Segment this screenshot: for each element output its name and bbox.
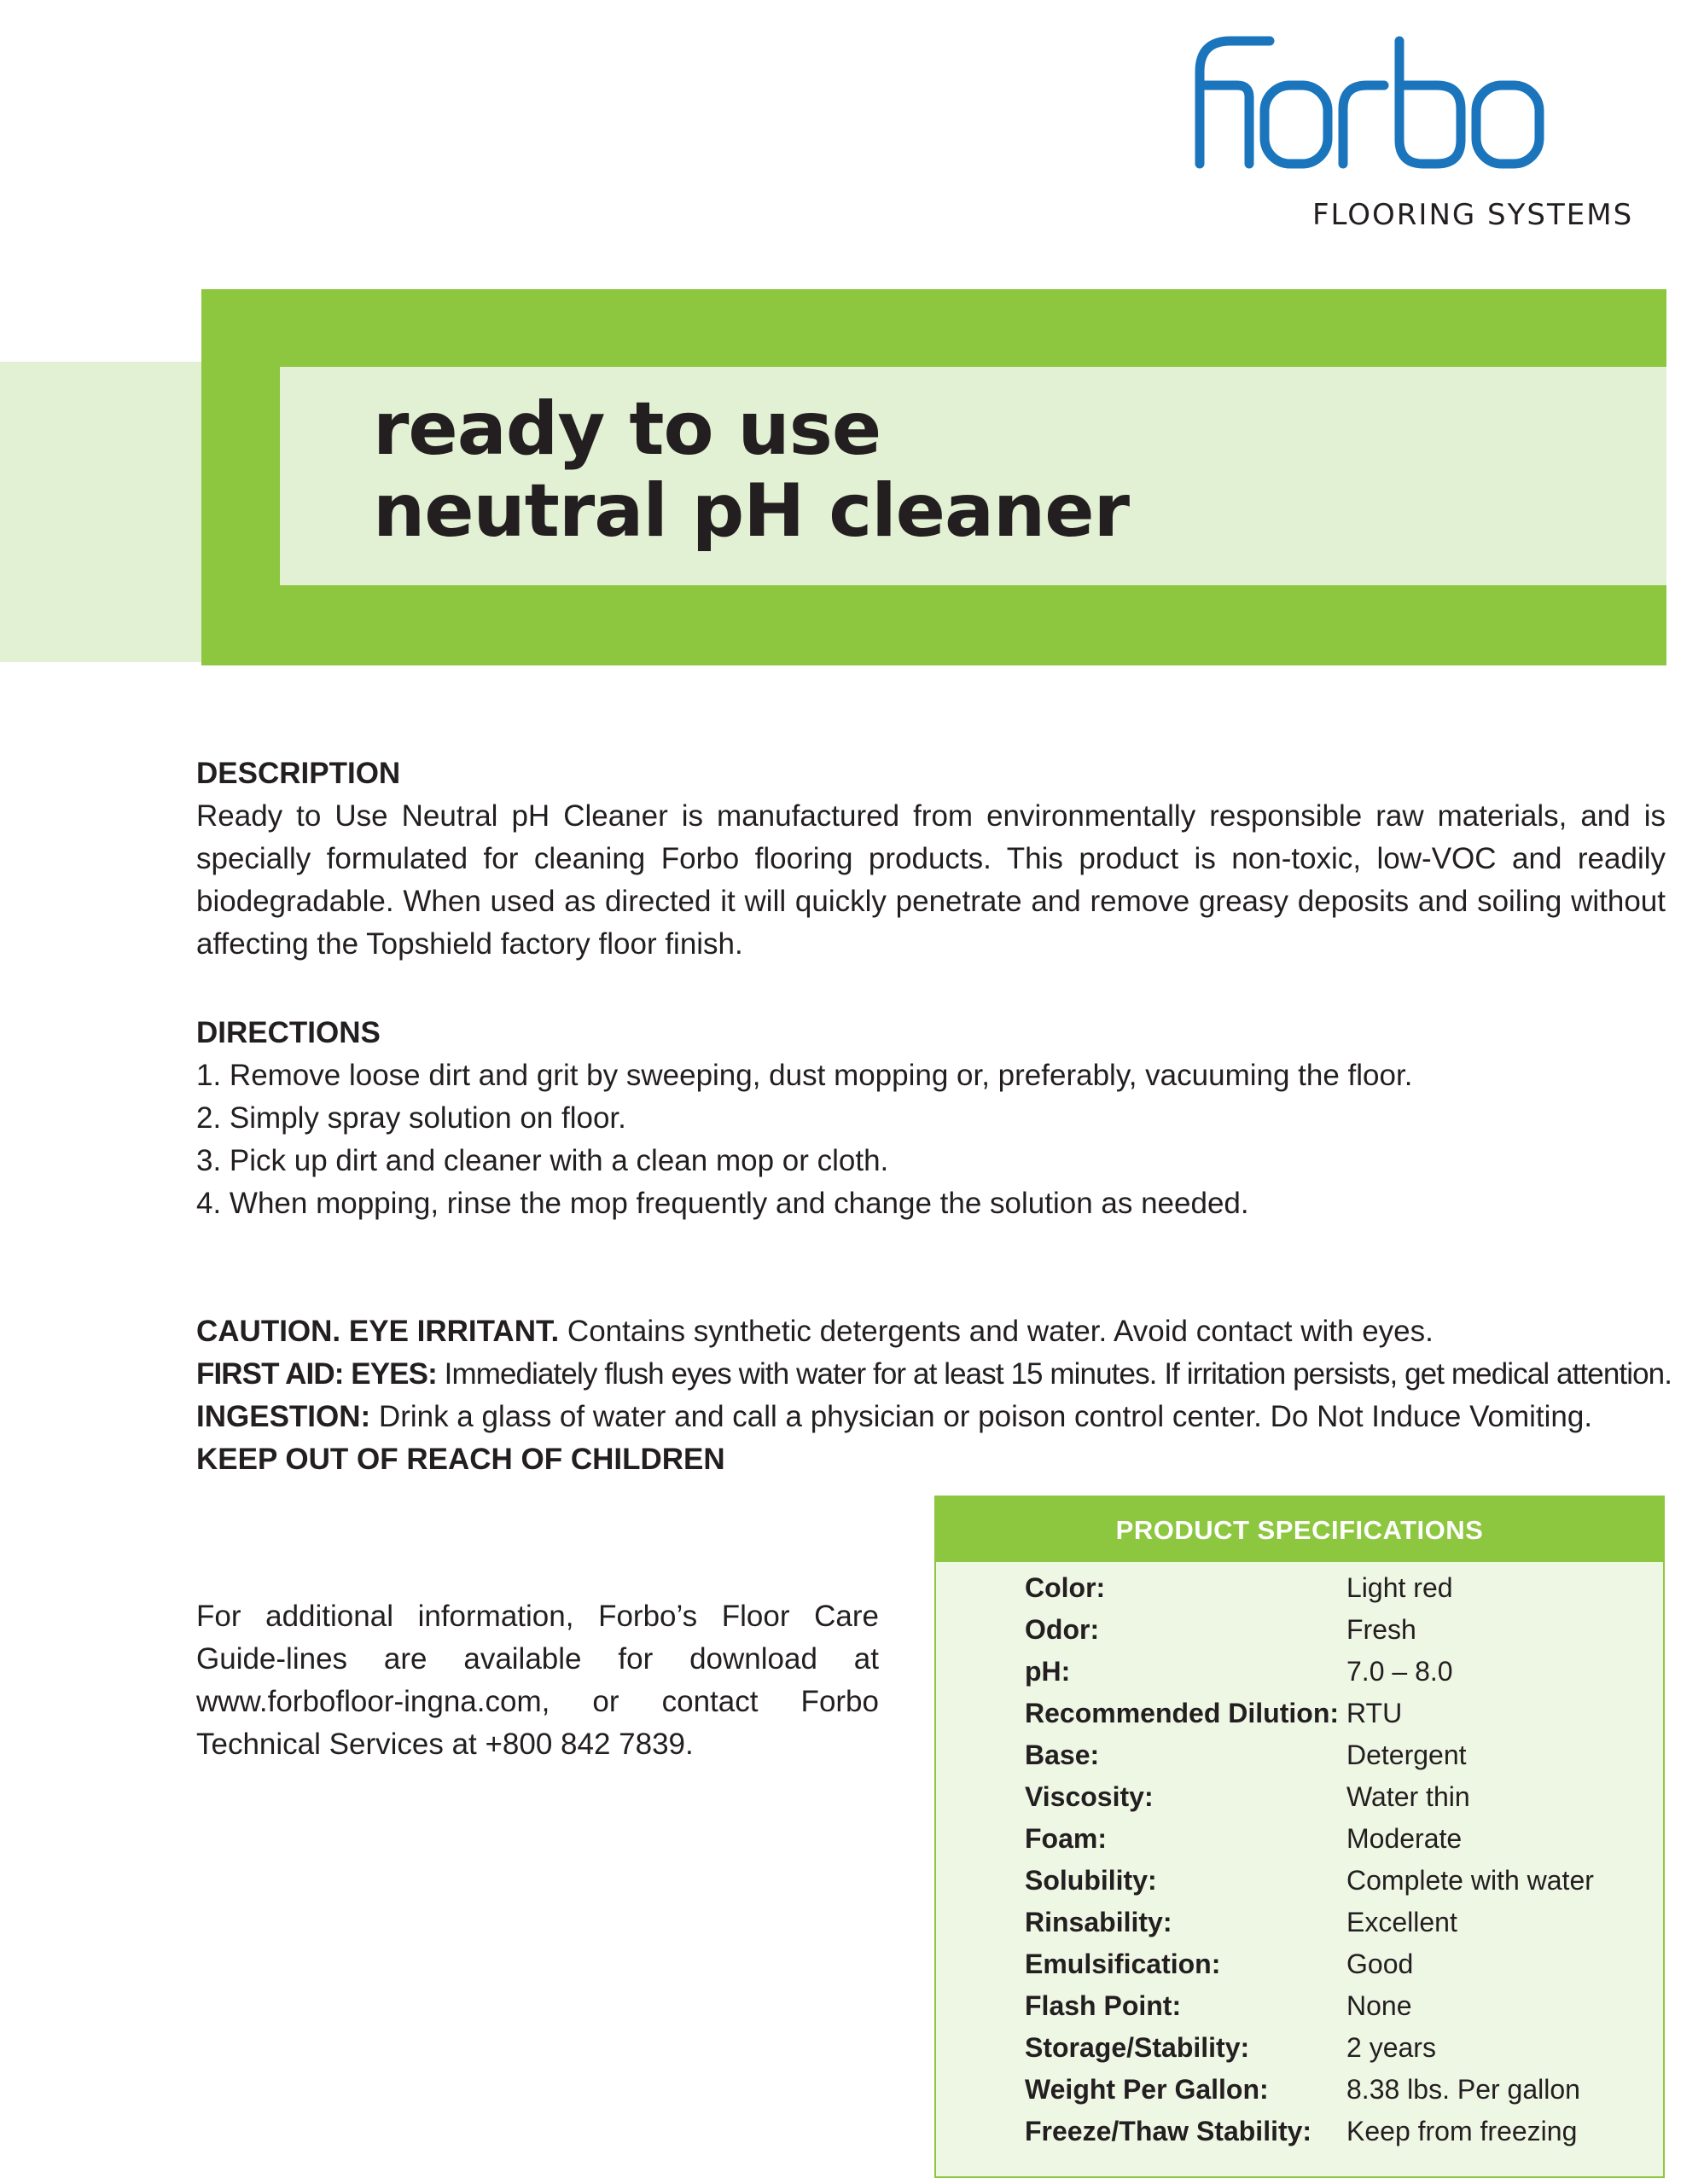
- first-aid-line: [196, 1353, 1672, 1396]
- spec-label: Solubility:: [1025, 1865, 1157, 1896]
- ingestion-text: Drink a glass of water and call a physician or poison control center. Do Not Induce Vomiting.: [370, 1400, 1593, 1433]
- forbo-wordmark-icon: [1176, 34, 1551, 188]
- description-text: Ready to Use Neutral pH Cleaner is manufactured from environmentally responsible raw materials, and is specially formulated for cleaning Forbo flooring products. This product is non-toxic, low-VOC and readily biodegradable. When used as directed it will quickly penetrate and remove greasy deposits and soiling without affecting the Topshield factory floor finish.: [196, 799, 1666, 961]
- spec-label: Odor:: [1025, 1614, 1100, 1645]
- spec-value: Good: [1346, 1949, 1414, 1979]
- caution-text: Contains synthetic detergents and water. Avoid contact with eyes.: [559, 1315, 1434, 1348]
- spec-row: [936, 2111, 1663, 2152]
- spec-label: Flash Point:: [1025, 1990, 1182, 2021]
- title-line-1: ready to use: [373, 386, 881, 472]
- spec-value: Complete with water: [1346, 1865, 1594, 1896]
- spec-label: Freeze/Thaw Stability:: [1025, 2116, 1312, 2146]
- spec-row: [936, 1818, 1663, 1860]
- logo-subtitle: FLOORING SYSTEMS: [1312, 198, 1634, 232]
- keep-out-line: [196, 1438, 1666, 1481]
- spec-row: [936, 1985, 1663, 2027]
- spec-label: Foam:: [1025, 1823, 1107, 1854]
- spec-label: pH:: [1025, 1656, 1071, 1687]
- spec-value: 7.0 – 8.0: [1346, 1656, 1453, 1687]
- specs-table: [936, 1562, 1663, 2176]
- ingestion-line: [196, 1396, 1666, 1438]
- direction-item: 2. Simply spray solution on floor.: [196, 1101, 626, 1135]
- product-specifications-box: [934, 1496, 1665, 2178]
- spec-label: Color:: [1025, 1572, 1106, 1603]
- spec-label: Recommended Dilution:: [1025, 1698, 1340, 1728]
- spec-value: None: [1346, 1990, 1412, 2021]
- description-heading: DESCRIPTION: [196, 757, 401, 790]
- spec-label: Viscosity:: [1025, 1781, 1154, 1812]
- spec-value: Light red: [1346, 1572, 1453, 1603]
- spec-row: [936, 2027, 1663, 2069]
- spec-value: Water thin: [1346, 1781, 1470, 1812]
- spec-row: [936, 2069, 1663, 2111]
- spec-label: Storage/Stability:: [1025, 2032, 1250, 2063]
- spec-value: Moderate: [1346, 1823, 1463, 1854]
- spec-label: Base:: [1025, 1740, 1100, 1770]
- spec-value: 2 years: [1346, 2032, 1436, 2063]
- description-section: [196, 752, 1666, 966]
- specs-heading: PRODUCT SPECIFICATIONS: [936, 1497, 1663, 1562]
- spec-row: [936, 1734, 1663, 1776]
- spec-value: Detergent: [1346, 1740, 1467, 1770]
- first-aid-label: FIRST AID: EYES:: [196, 1357, 437, 1391]
- spec-value: Fresh: [1346, 1614, 1416, 1645]
- spec-row: [936, 1651, 1663, 1693]
- spec-row: [936, 1776, 1663, 1818]
- directions-section: [196, 1012, 1666, 1225]
- page-title: [373, 388, 1129, 552]
- spec-label: Weight Per Gallon:: [1025, 2074, 1269, 2105]
- first-aid-text: Immediately flush eyes with water for at least 15 minutes. If irritation persists, get medical attention.: [436, 1357, 1672, 1391]
- keep-out-label: KEEP OUT OF REACH OF CHILDREN: [196, 1443, 725, 1476]
- spec-row: [936, 1567, 1663, 1609]
- spec-value: RTU: [1346, 1698, 1403, 1728]
- direction-item: 4. When mopping, rinse the mop frequently and change the solution as needed.: [196, 1187, 1249, 1220]
- spec-label: Rinsability:: [1025, 1907, 1172, 1937]
- title-band-left: [0, 362, 201, 662]
- spec-label: Emulsification:: [1025, 1949, 1221, 1979]
- spec-value: Keep from freezing: [1346, 2116, 1578, 2146]
- spec-row: [936, 1693, 1663, 1734]
- caution-label: CAUTION. EYE IRRITANT.: [196, 1315, 560, 1348]
- spec-value: Excellent: [1346, 1907, 1457, 1937]
- directions-heading: DIRECTIONS: [196, 1016, 381, 1049]
- spec-row: [936, 1902, 1663, 1943]
- spec-row: [936, 1860, 1663, 1902]
- ingestion-label: INGESTION:: [196, 1400, 371, 1433]
- direction-item: 1. Remove loose dirt and grit by sweeping, dust mopping or, preferably, vacuuming the floor.: [196, 1059, 1413, 1092]
- additional-info: For additional information, Forbo’s Floor Care Guide-lines are available for download at www.forbofloor-ingna.com, or contact Forbo Technical Services at +800 842 7839.: [196, 1600, 879, 1761]
- title-line-2: neutral pH cleaner: [373, 468, 1130, 554]
- spec-row: [936, 1943, 1663, 1985]
- direction-item: 3. Pick up dirt and cleaner with a clean mop or cloth.: [196, 1144, 889, 1177]
- caution-section: [196, 1310, 1672, 1481]
- forbo-logo: [1176, 34, 1634, 239]
- caution-line: [196, 1310, 1666, 1353]
- spec-row: [936, 1609, 1663, 1651]
- spec-value: 8.38 lbs. Per gallon: [1346, 2074, 1580, 2105]
